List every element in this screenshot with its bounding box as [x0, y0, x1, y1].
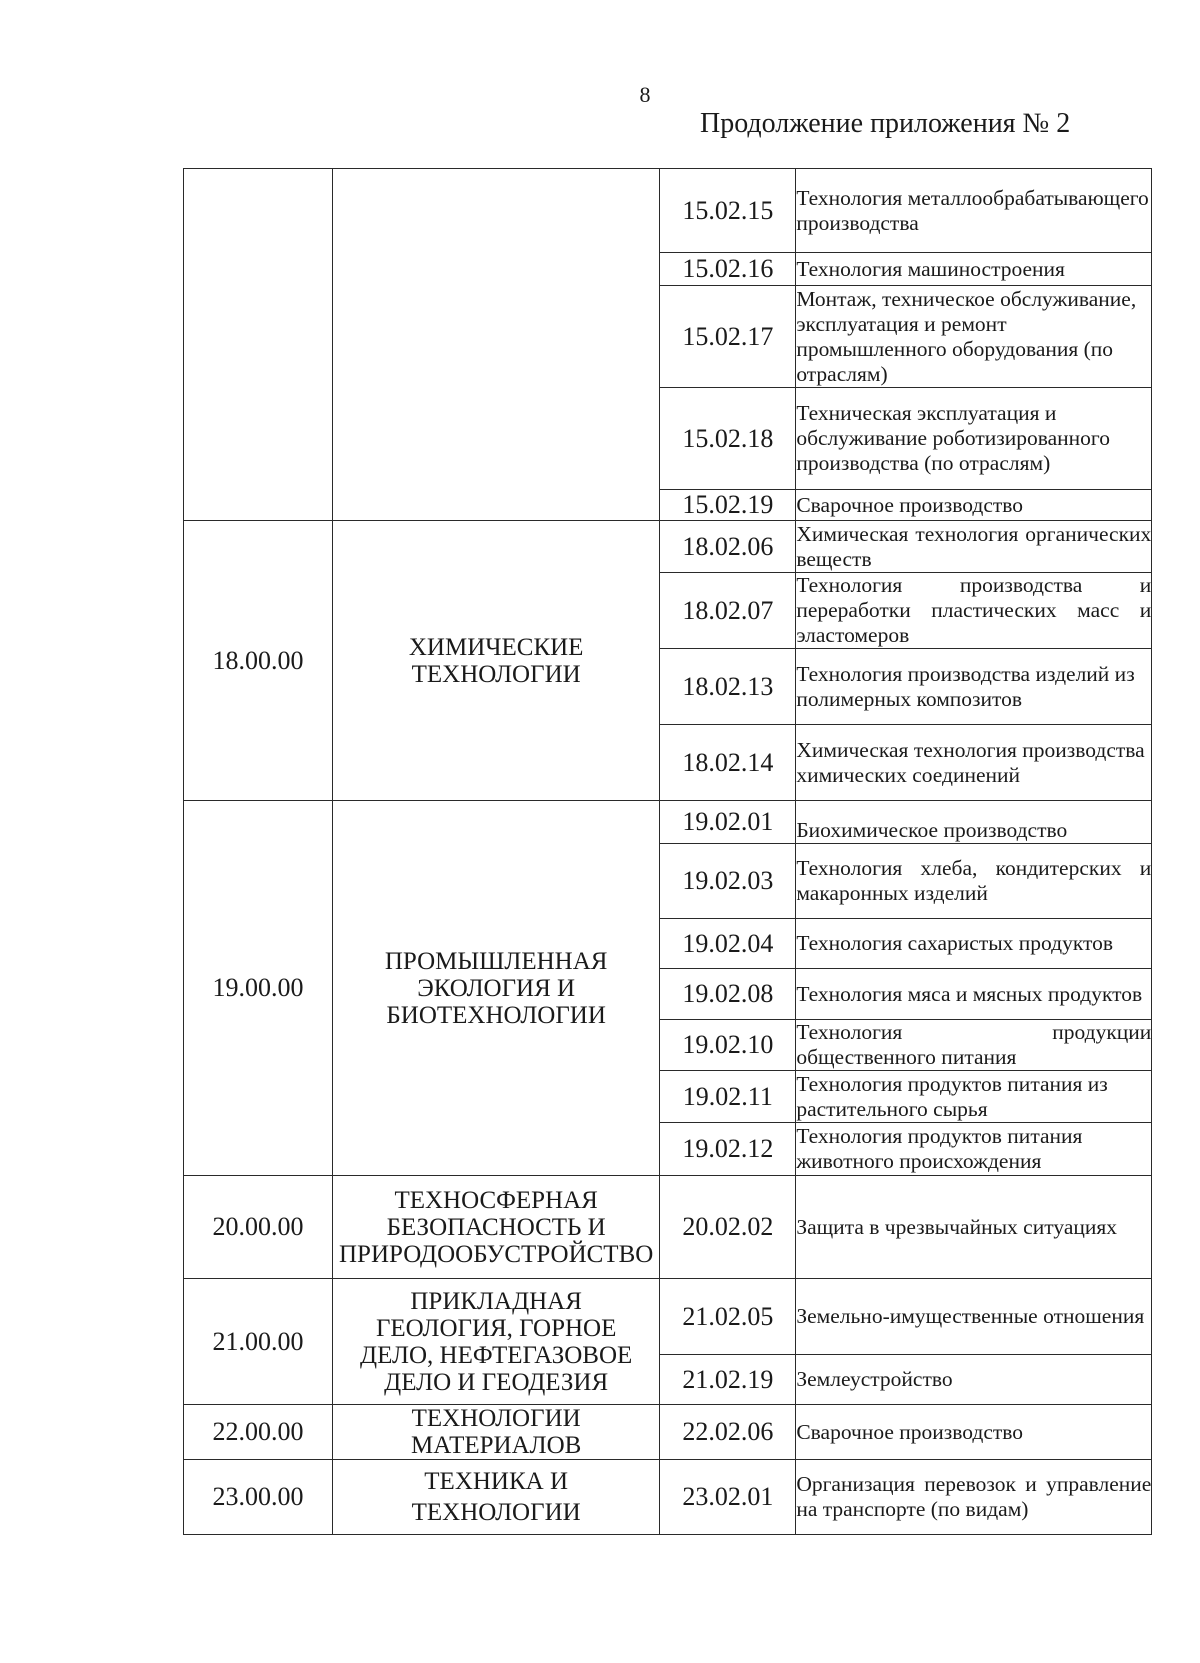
specialty-code: 23.02.01 — [660, 1460, 796, 1535]
specialty-code: 19.02.11 — [660, 1071, 796, 1123]
specialty-code: 22.02.06 — [660, 1405, 796, 1460]
specialty-name: Технология мяса и мясных продуктов — [796, 969, 1152, 1020]
specialty-code: 18.02.13 — [660, 649, 796, 725]
specialty-name: Организация перевозок и управление на транспорте (по видам) — [796, 1460, 1152, 1535]
specialty-name: Монтаж, техническое обслуживание, эксплуатация и ремонт промышленного оборудования (по отраслям) — [796, 286, 1152, 388]
specialty-name: Защита в чрезвычайных ситуациях — [796, 1176, 1152, 1279]
specialty-code: 21.02.05 — [660, 1279, 796, 1355]
specialty-code: 19.02.12 — [660, 1123, 796, 1176]
group-code-cell: 23.00.00 — [184, 1460, 333, 1535]
specialty-name: Земельно-имущественные отношения — [796, 1279, 1152, 1355]
specialty-name: Технология машиностроения — [796, 253, 1152, 286]
table-row — [184, 1405, 1152, 1460]
group-code-cell: 19.00.00 — [184, 801, 333, 1176]
specialties-table — [183, 168, 1152, 1535]
group-name-cell: ТЕХНИКА И ТЕХНОЛОГИИ — [333, 1460, 660, 1535]
page-number: 8 — [639, 82, 651, 107]
specialty-name: Технология продуктов питания из растительного сырья — [796, 1071, 1152, 1123]
specialty-name: Технология продукции общественного питания — [796, 1020, 1152, 1069]
group-name-cell: ПРИКЛАДНАЯ ГЕОЛОГИЯ, ГОРНОЕ ДЕЛО, НЕФТЕГАЗОВОЕ ДЕЛО И ГЕОДЕЗИЯ — [333, 1279, 660, 1405]
group-name-cell: ХИМИЧЕСКИЕ ТЕХНОЛОГИИ — [333, 521, 660, 801]
specialty-name: Технология производства изделий из полимерных композитов — [796, 649, 1152, 725]
specialty-code: 19.02.10 — [660, 1020, 796, 1071]
group-code-cell: 21.00.00 — [184, 1279, 333, 1405]
group-name-cell: ТЕХНОСФЕРНАЯ БЕЗОПАСНОСТЬ И ПРИРОДООБУСТРОЙСТВО — [333, 1176, 660, 1279]
specialty-name: Химическая технология производства химических соединений — [796, 725, 1152, 801]
specialty-name: Биохимическое производство — [796, 801, 1152, 844]
specialty-name: Сварочное производство — [796, 1405, 1152, 1460]
specialty-name: Технология продуктов питания животного происхождения — [796, 1123, 1152, 1176]
specialty-code: 15.02.18 — [660, 388, 796, 490]
specialty-code: 20.02.02 — [660, 1176, 796, 1279]
specialty-code: 18.02.07 — [660, 573, 796, 649]
group-code-cell — [184, 169, 333, 521]
specialty-code: 21.02.19 — [660, 1355, 796, 1405]
table-row — [184, 1460, 1152, 1535]
specialty-code: 15.02.15 — [660, 169, 796, 253]
specialty-code: 19.02.04 — [660, 919, 796, 969]
specialty-name: Технология металлообрабатывающего производства — [796, 169, 1152, 253]
table-row — [184, 1279, 1152, 1355]
specialty-code: 15.02.16 — [660, 253, 796, 286]
group-code-cell: 18.00.00 — [184, 521, 333, 801]
table-row — [184, 801, 1152, 844]
table-row — [184, 169, 1152, 253]
specialty-code: 15.02.19 — [660, 490, 796, 521]
group-name-cell: ТЕХНОЛОГИИ МАТЕРИАЛОВ — [333, 1405, 660, 1460]
specialty-name: Технология производства и переработки пластических масс и эластомеров — [796, 573, 1152, 647]
continuation-heading: Продолжение приложения № 2 — [700, 108, 1071, 139]
specialty-name: Химическая технология органических веществ — [796, 521, 1152, 571]
specialty-code: 18.02.06 — [660, 521, 796, 573]
specialty-code: 19.02.01 — [660, 801, 796, 844]
table-row — [184, 521, 1152, 573]
specialty-name: Технология хлеба, кондитерских и макаронных изделий — [796, 844, 1152, 919]
group-code-cell: 22.00.00 — [184, 1405, 333, 1460]
specialty-code: 18.02.14 — [660, 725, 796, 801]
specialty-name: Сварочное производство — [796, 490, 1152, 521]
specialty-name: Технология сахаристых продуктов — [796, 919, 1152, 969]
table-row — [184, 1176, 1152, 1279]
group-name-cell: ПРОМЫШЛЕННАЯ ЭКОЛОГИЯ И БИОТЕХНОЛОГИИ — [333, 801, 660, 1176]
specialty-name: Техническая эксплуатация и обслуживание роботизированного производства (по отраслям) — [796, 388, 1152, 490]
specialty-name: Землеустройство — [796, 1355, 1152, 1405]
group-name-cell — [333, 169, 660, 521]
specialty-code: 15.02.17 — [660, 286, 796, 388]
specialty-code: 19.02.08 — [660, 969, 796, 1020]
specialty-code: 19.02.03 — [660, 844, 796, 919]
group-code-cell: 20.00.00 — [184, 1176, 333, 1279]
